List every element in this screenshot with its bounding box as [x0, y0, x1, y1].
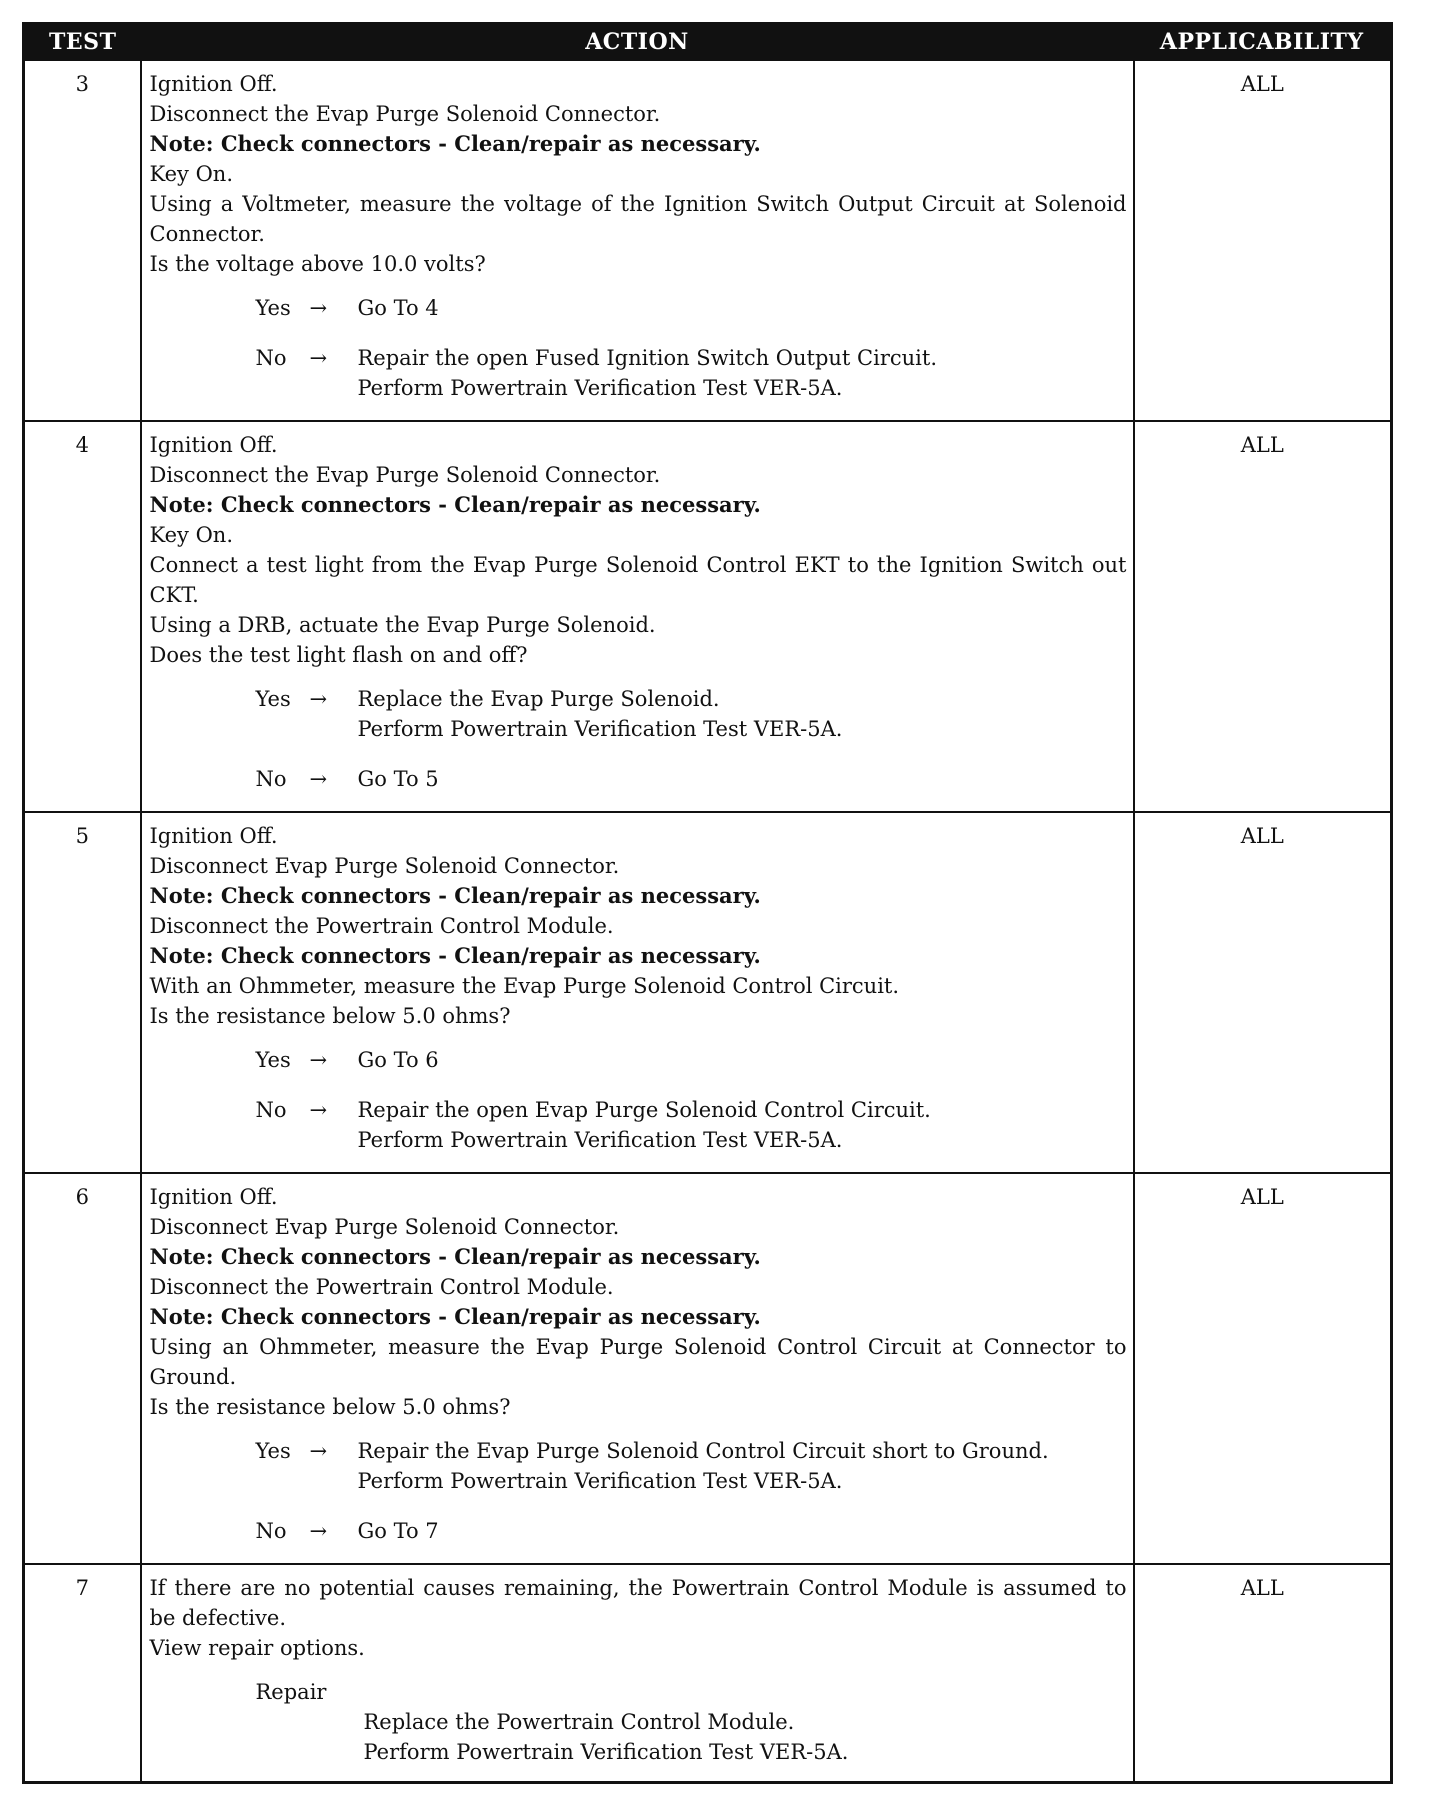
instruction-line: Using a Voltmeter, measure the voltage of the Ignition Switch Output Circuit at Solenoid Connector.: [149, 192, 1127, 246]
instruction-line: View repair options.: [149, 1635, 365, 1660]
repair-step: Perform Powertrain Verification Test VER-5A.: [363, 1739, 849, 1764]
outcome-result: [358, 1516, 1127, 1546]
header-test: TEST: [24, 24, 141, 61]
note-line: Note: Check connectors - Clean/repair as necessary.: [149, 1243, 761, 1269]
arrow-right-icon: →: [309, 686, 328, 711]
note-line: Note: Check connectors - Clean/repair as necessary.: [149, 882, 761, 908]
outcome-result: [358, 684, 1127, 744]
arrow-right-icon: →: [309, 1518, 328, 1543]
action-cell: [141, 1173, 1134, 1564]
repair-steps: [256, 1707, 1127, 1767]
arrow-right-icon: →: [309, 1438, 328, 1463]
outcome-yes: [256, 1436, 1127, 1496]
repair-options: [150, 1677, 1127, 1767]
action-cell: [141, 421, 1134, 812]
outcome-result: [358, 1095, 1127, 1155]
applicability-value: ALL: [1134, 60, 1392, 421]
instruction-line: Disconnect the Powertrain Control Module.: [149, 1274, 614, 1299]
outcome-no: [256, 343, 1127, 403]
outcome-no: [256, 1095, 1127, 1155]
note-line: Note: Check connectors - Clean/repair as necessary.: [149, 131, 761, 156]
result-line: Perform Powertrain Verification Test VER-5A.: [357, 376, 843, 400]
result-line: Replace the Evap Purge Solenoid.: [357, 686, 720, 711]
instruction-line: Does the test light flash on and off?: [149, 642, 528, 667]
outcome-result: [358, 343, 1127, 403]
arrow-right-icon: →: [309, 1047, 328, 1072]
instruction-line: Ignition Off.: [149, 72, 278, 96]
header-applicability: APPLICABILITY: [1134, 24, 1392, 61]
result-line: Go To 5: [357, 766, 439, 791]
action-cell: [141, 1564, 1134, 1783]
result-line: Repair the open Evap Purge Solenoid Control Circuit.: [357, 1097, 931, 1122]
action-cell: [141, 60, 1134, 421]
instruction-line: Disconnect Evap Purge Solenoid Connector.: [149, 853, 620, 878]
outcome-list: [150, 684, 1127, 794]
applicability-value: ALL: [1134, 421, 1392, 812]
diagnostic-table: [22, 22, 1393, 1784]
note-line: Note: Check connectors - Clean/repair as necessary.: [149, 491, 761, 517]
outcome-list: [150, 1045, 1127, 1155]
result-line: Repair the Evap Purge Solenoid Control Circuit short to Ground.: [357, 1438, 1049, 1463]
result-line: Go To 7: [357, 1518, 439, 1543]
instruction-line: Disconnect the Evap Purge Solenoid Connector.: [149, 462, 661, 487]
outcome-result: [358, 764, 1127, 794]
arrow-right-icon: →: [309, 346, 328, 370]
outcome-yes: [256, 293, 1127, 323]
repair-step: Replace the Powertrain Control Module.: [363, 1709, 795, 1734]
applicability-value: ALL: [1134, 812, 1392, 1173]
result-line: Repair the open Fused Ignition Switch Output Circuit.: [357, 346, 937, 370]
table-row: [24, 421, 1392, 812]
outcome-yes: [256, 1045, 1127, 1075]
table-body: [24, 60, 1392, 1783]
result-line: Go To 6: [357, 1047, 439, 1072]
instruction-line: Key On.: [149, 522, 234, 547]
instruction-line: Using an Ohmmeter, measure the Evap Purge Solenoid Control Circuit at Connector to Ground.: [149, 1334, 1127, 1389]
header-action: ACTION: [141, 24, 1134, 61]
outcome-result: [358, 1045, 1127, 1075]
instruction-line: Is the resistance below 5.0 ohms?: [149, 1394, 511, 1419]
test-number: 6: [24, 1173, 141, 1564]
note-line: Note: Check connectors - Clean/repair as necessary.: [149, 942, 761, 968]
outcome-answer: No: [255, 766, 287, 791]
instruction-line: Disconnect the Evap Purge Solenoid Connector.: [149, 102, 661, 126]
instruction-line: Ignition Off.: [149, 823, 278, 848]
outcome-answer: Yes: [255, 1047, 291, 1072]
instruction-line: Is the voltage above 10.0 volts?: [149, 252, 486, 276]
repair-label: Repair: [255, 1679, 327, 1704]
result-line: Perform Powertrain Verification Test VER-5A.: [357, 1127, 843, 1152]
instruction-line: Is the resistance below 5.0 ohms?: [149, 1003, 511, 1028]
outcome-answer: No: [255, 346, 287, 370]
outcome-answer: No: [255, 1097, 287, 1122]
instruction-line: With an Ohmmeter, measure the Evap Purge Solenoid Control Circuit.: [149, 973, 900, 998]
outcome-answer: Yes: [255, 1438, 291, 1463]
outcome-list: [150, 293, 1127, 403]
instruction-line: Disconnect Evap Purge Solenoid Connector.: [149, 1214, 620, 1239]
test-number: 3: [24, 60, 141, 421]
arrow-right-icon: →: [309, 296, 328, 320]
table-row: [24, 1564, 1392, 1783]
table-header-row: [24, 24, 1392, 61]
instruction-line: Ignition Off.: [149, 432, 278, 457]
outcome-answer: Yes: [255, 296, 291, 320]
outcome-answer: No: [255, 1518, 287, 1543]
outcome-list: [150, 1436, 1127, 1546]
instruction-line: Ignition Off.: [149, 1184, 278, 1209]
instruction-line: Using a DRB, actuate the Evap Purge Solenoid.: [149, 612, 656, 637]
outcome-result: [358, 293, 1127, 323]
arrow-right-icon: →: [309, 1097, 328, 1122]
outcome-answer: Yes: [255, 686, 291, 711]
instruction-line: Key On.: [149, 162, 234, 186]
result-line: Go To 4: [357, 296, 439, 320]
test-number: 4: [24, 421, 141, 812]
outcome-no: [256, 764, 1127, 794]
outcome-result: [358, 1436, 1127, 1496]
diagnostic-procedure-page: [22, 22, 1390, 1784]
test-number: 7: [24, 1564, 141, 1783]
arrow-right-icon: →: [309, 766, 328, 791]
table-row: [24, 812, 1392, 1173]
applicability-value: ALL: [1134, 1173, 1392, 1564]
result-line: Perform Powertrain Verification Test VER-5A.: [357, 716, 843, 741]
outcome-yes: [256, 684, 1127, 744]
action-cell: [141, 812, 1134, 1173]
test-number: 5: [24, 812, 141, 1173]
outcome-no: [256, 1516, 1127, 1546]
table-row: [24, 1173, 1392, 1564]
table-row: [24, 60, 1392, 421]
instruction-line: Disconnect the Powertrain Control Module.: [149, 913, 614, 938]
applicability-value: ALL: [1134, 1564, 1392, 1783]
note-line: Note: Check connectors - Clean/repair as necessary.: [149, 1303, 761, 1329]
instruction-line: If there are no potential causes remaining, the Powertrain Control Module is assumed to be defective.: [149, 1575, 1127, 1630]
instruction-line: Connect a test light from the Evap Purge Solenoid Control EKT to the Ignition Switch out CKT.: [149, 552, 1127, 607]
result-line: Perform Powertrain Verification Test VER-5A.: [357, 1468, 843, 1493]
